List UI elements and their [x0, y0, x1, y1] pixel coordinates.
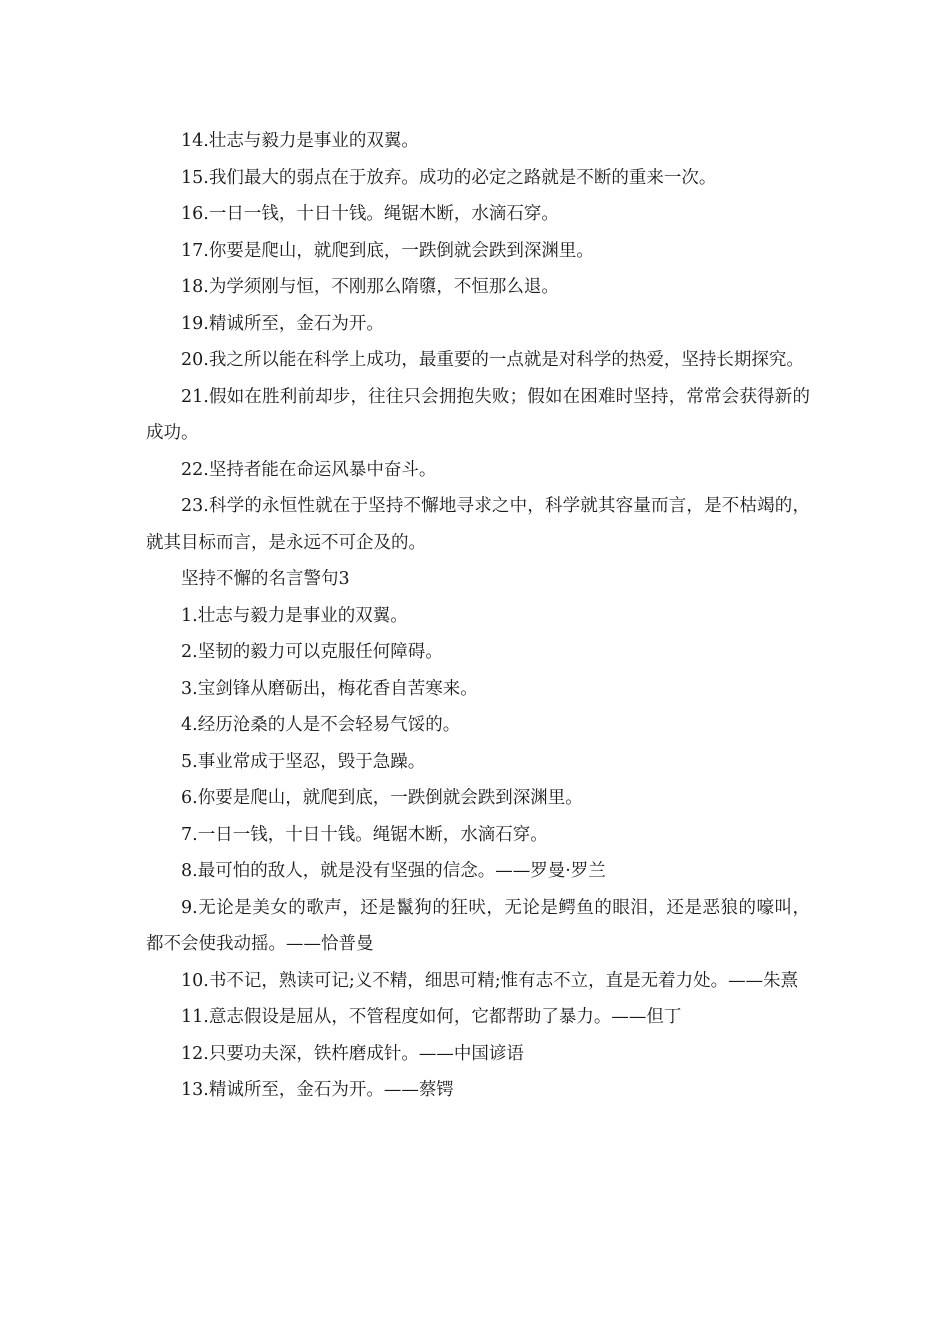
document-body: [146, 123, 810, 1109]
quote-paragraph-s3-7: 7.一日一钱，十日十钱。绳锯木断，水滴石穿。: [181, 824, 548, 845]
quote-paragraph-20: 20.我之所以能在科学上成功，最重要的一点就是对科学的热爱，坚持长期探究。: [181, 350, 804, 370]
quote-paragraph-s3-11: 11.意志假设是屈从，不管程度如何，它都帮助了暴力。——但丁: [181, 1007, 682, 1027]
quote-paragraph-s3-8: 8.最可怕的敌人，就是没有坚强的信念。——罗曼·罗兰: [181, 861, 606, 881]
quote-paragraph-21: 21.假如在胜利前却步，往往只会拥抱失败；假如在困难时坚持，常常会获得新的成功。: [146, 386, 810, 443]
quote-paragraph-s3-3: 3.宝剑锋从磨砺出，梅花香自苦寒来。: [181, 678, 478, 699]
quote-paragraph-s3-4: 4.经历沧桑的人是不会轻易气馁的。: [181, 715, 461, 735]
quote-paragraph-s3-12: 12.只要功夫深，铁杵磨成针。——中国谚语: [181, 1043, 524, 1064]
quote-paragraph-s3-9: 9.无论是美女的歌声，还是鬣狗的狂吠，无论是鳄鱼的眼泪，还是恶狼的嚎叫，都不会使我动摇。——恰普曼: [146, 897, 810, 954]
quote-paragraph-s3-13: 13.精诚所至，金石为开。——蔡锷: [181, 1080, 454, 1100]
quote-paragraph-s3-2: 2.坚韧的毅力可以克服任何障碍。: [181, 642, 443, 662]
quote-paragraph-14: 14.壮志与毅力是事业的双翼。: [181, 131, 419, 151]
quote-paragraph-s3-10: 10.书不记，熟读可记;义不精，细思可精;惟有志不立，直是无着力处。——朱熹: [181, 970, 799, 991]
quote-paragraph-19: 19.精诚所至，金石为开。: [181, 313, 384, 334]
quote-paragraph-16: 16.一日一钱，十日十钱。绳锯木断，水滴石穿。: [181, 204, 559, 224]
quote-paragraph-18: 18.为学须刚与恒，不刚那么隋隳，不恒那么退。: [181, 277, 559, 297]
quote-paragraph-s3-6: 6.你要是爬山，就爬到底，一跌倒就会跌到深渊里。: [181, 788, 583, 808]
quote-paragraph-17: 17.你要是爬山，就爬到底，一跌倒就会跌到深渊里。: [181, 240, 594, 261]
quote-paragraph-s3-5: 5.事业常成于坚忍，毁于急躁。: [181, 751, 426, 772]
quote-paragraph-s3-1: 1.壮志与毅力是事业的双翼。: [181, 605, 408, 626]
section-heading: 坚持不懈的名言警句3: [181, 569, 350, 589]
quote-paragraph-23: 23.科学的永恒性就在于坚持不懈地寻求之中，科学就其容量而言，是不枯竭的，就其目标而言，是永远不可企及的。: [146, 496, 810, 553]
quote-paragraph-15: 15.我们最大的弱点在于放弃。成功的必定之路就是不断的重来一次。: [181, 167, 717, 188]
quote-paragraph-22: 22.坚持者能在命运风暴中奋斗。: [181, 459, 437, 480]
